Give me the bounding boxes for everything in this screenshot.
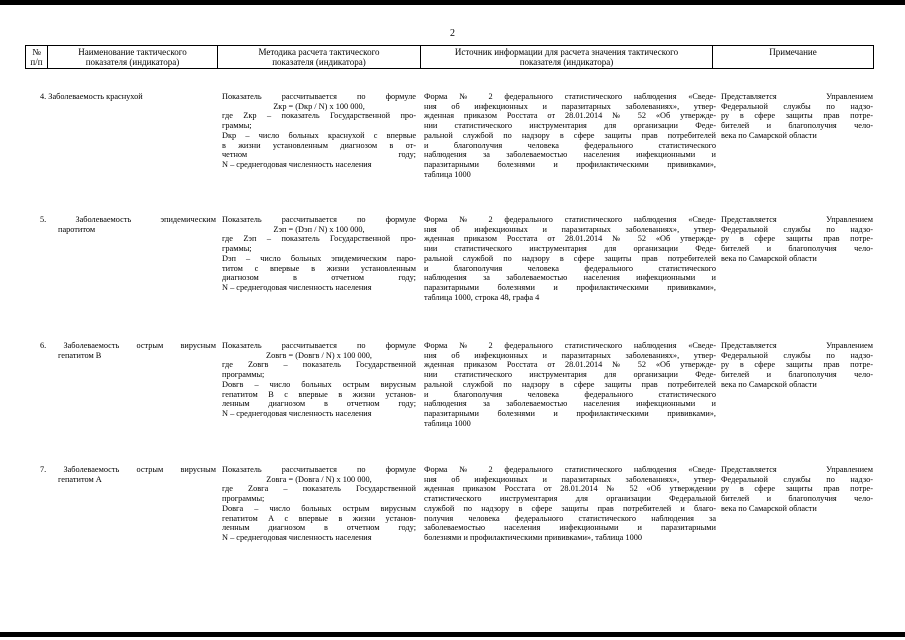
calculation-method-line: диагнозом в отчетном году;	[222, 273, 416, 283]
calculation-method-line: N – среднегодовая численность населения	[222, 159, 372, 169]
calculation-method-line: Zкр = (Dкр / N) x 100 000,	[273, 101, 365, 111]
remark-line: ру в сфере защиты прав потре-	[721, 484, 873, 494]
calculation-method-line: программы;	[222, 494, 265, 504]
information-source-line: Форма № 2 федерального статистического наблюдения «Сведе-	[424, 341, 716, 350]
remark-line: века по Самарской области	[721, 379, 817, 389]
calculation-method-line: ленным диагнозом в отчетном году;	[222, 399, 416, 409]
calculation-method-line: гепатитом А с впервые в жизни установ-	[222, 513, 416, 523]
information-source-line: Форма № 2 федерального статистического наблюдения «Сведе-	[424, 215, 716, 224]
information-source-line: и благополучия человека федерального статистического	[424, 263, 716, 273]
remark-line: века по Самарской области	[721, 503, 817, 513]
information-source-line: ния об инфекционных и паразитарных заболеваниях», утвер-	[424, 350, 716, 360]
information-source-cell	[424, 341, 716, 428]
information-source-line: таблица 1000, строка 48, графа 4	[424, 292, 540, 302]
calculation-method-line: где Zовгв – показатель Государственной	[222, 360, 416, 370]
indicator-name-line: 5. Заболеваемость эпидемическим	[40, 215, 216, 224]
calculation-method-line: N – среднегодовая численность населения	[222, 282, 372, 292]
remark-cell	[721, 341, 873, 390]
remark-line: Федеральной службы по надзо-	[721, 350, 873, 360]
indicator-name-cell	[40, 341, 216, 360]
indicator-name-line: 4. Заболеваемость краснухой	[40, 92, 143, 101]
calculation-method-line: Dовгв – число больных острым вирусным	[222, 379, 416, 389]
information-source-line: жденная приказом Росстата от 28.01.2014 № 52 «Об утвержде-	[424, 360, 716, 370]
information-source-line: Форма № 2 федерального статистического наблюдения «Сведе-	[424, 92, 716, 101]
information-source-line: паразитарными болезнями и профилактическими прививками»,	[424, 159, 716, 169]
information-source-line: жденная приказом Росстата от 28.01.2014 № 52 «Об утверждении	[424, 484, 716, 494]
information-source-line: заболеваемостью населения инфекционными и паразитарными	[424, 523, 716, 533]
information-source-cell	[424, 465, 716, 543]
calculation-method-line: Показатель рассчитывается по формуле	[222, 215, 416, 224]
information-source-line: нии статистического инструментария для организации Феде-	[424, 121, 716, 131]
remark-line: Представляется Управлением	[721, 215, 873, 224]
calculation-method-line: четном году;	[222, 150, 416, 160]
calculation-method-line: в жизни установленным диагнозом в от-	[222, 140, 416, 150]
remark-line: бителей и благополучия чело-	[721, 370, 873, 380]
calculation-method-line: Показатель рассчитывается по формуле	[222, 92, 416, 101]
information-source-line: нии статистического инструментария для организации Феде-	[424, 370, 716, 380]
calculation-method-line: Zовга = (Dовга / N) x 100 000,	[266, 474, 372, 484]
page-number: 2	[450, 28, 455, 39]
information-source-line: наблюдения за заболеваемостью населения инфекционными и	[424, 150, 716, 160]
information-source-line: паразитарными болезнями и профилактическими прививками»,	[424, 282, 716, 292]
indicator-name-cell	[40, 92, 216, 102]
calculation-method-line: гепатитом В с впервые в жизни установ-	[222, 389, 416, 399]
calculation-method-cell	[222, 92, 416, 170]
information-source-line: службой по надзору в сфере защиты прав потребителей и благо-	[424, 503, 716, 513]
calculation-method-line: граммы;	[222, 121, 252, 131]
information-source-line: и благополучия человека федерального статистического	[424, 389, 716, 399]
information-source-line: получия человека федерального статистического наблюдения за	[424, 513, 716, 523]
indicator-name-line: 6. Заболеваемость острым вирусным	[40, 341, 216, 350]
remark-line: Представляется Управлением	[721, 465, 873, 474]
calculation-method-line: где Zэп – показатель Государственной про-	[222, 234, 416, 244]
remark-line: века по Самарской области	[721, 130, 817, 140]
remark-cell	[721, 465, 873, 514]
calculation-method-cell	[222, 215, 416, 293]
calculation-method-line: N – среднегодовая численность населения	[222, 408, 372, 418]
indicator-name-line: 7. Заболеваемость острым вирусным	[40, 465, 216, 474]
information-source-line: таблица 1000	[424, 418, 471, 428]
calculation-method-line: Показатель рассчитывается по формуле	[222, 465, 416, 474]
indicator-name-line: гепатитом В	[58, 350, 102, 360]
indicator-name-cell	[40, 465, 216, 484]
information-source-line: таблица 1000	[424, 169, 471, 179]
calculation-method-cell	[222, 341, 416, 419]
remark-line: Представляется Управлением	[721, 341, 873, 350]
header-source: Источник информации для расчета значения тактического показателя (индикатора)	[421, 46, 713, 69]
remark-line: ру в сфере защиты прав потре-	[721, 234, 873, 244]
information-source-line: ния об инфекционных и паразитарных заболеваниях», утвер-	[424, 474, 716, 484]
calculation-method-cell	[222, 465, 416, 543]
information-source-line: ральной службой по надзору в сфере защиты прав потребителей	[424, 379, 716, 389]
calculation-method-line: Dэп – число больных эпидемическим паро-	[222, 253, 416, 263]
information-source-line: болезнями и профилактическими прививками», таблица 1000	[424, 532, 643, 542]
information-source-line: Форма № 2 федерального статистического наблюдения «Сведе-	[424, 465, 716, 474]
information-source-line: ния об инфекционных и паразитарных заболеваниях», утвер-	[424, 101, 716, 111]
remark-line: Федеральной службы по надзо-	[721, 474, 873, 484]
remark-cell	[721, 215, 873, 264]
information-source-line: ния об инфекционных и паразитарных заболеваниях», утвер-	[424, 224, 716, 234]
information-source-line: жденная приказом Росстата от 28.01.2014 № 52 «Об утвержде-	[424, 234, 716, 244]
remark-line: века по Самарской области	[721, 253, 817, 263]
remark-line: бителей и благополучия чело-	[721, 244, 873, 254]
header-name: Наименование тактического показателя (индикатора)	[48, 46, 218, 69]
calculation-method-line: титом с впервые в жизни установленным	[222, 263, 416, 273]
indicator-name-line: паротитом	[58, 224, 96, 234]
remark-line: бителей и благополучия чело-	[721, 121, 873, 131]
remark-line: ру в сфере защиты прав потре-	[721, 360, 873, 370]
bottom-rule	[0, 632, 905, 637]
header-note: Примечание	[713, 46, 874, 69]
calculation-method-line: Zовгв = (Dовгв / N) x 100 000,	[266, 350, 372, 360]
information-source-line: наблюдения за заболеваемостью населения инфекционными и	[424, 273, 716, 283]
information-source-line: жденная приказом Росстата от 28.01.2014 № 52 «Об утвержде-	[424, 111, 716, 121]
information-source-cell	[424, 215, 716, 302]
indicator-name-line: гепатитом А	[58, 474, 102, 484]
information-source-cell	[424, 92, 716, 179]
information-source-line: ральной службой по надзору в сфере защиты прав потребителей	[424, 130, 716, 140]
calculation-method-line: граммы;	[222, 244, 252, 254]
calculation-method-line: Показатель рассчитывается по формуле	[222, 341, 416, 350]
information-source-line: ральной службой по надзору в сфере защиты прав потребителей	[424, 253, 716, 263]
calculation-method-line: где Zкр – показатель Государственной про-	[222, 111, 416, 121]
information-source-line: нии статистического инструментария для организации Феде-	[424, 244, 716, 254]
remark-line: Федеральной службы по надзо-	[721, 224, 873, 234]
header-method: Методика расчета тактического показателя (индикатора)	[218, 46, 421, 69]
information-source-line: паразитарными болезнями и профилактическими прививками»,	[424, 408, 716, 418]
calculation-method-line: где Zовга – показатель Государственной	[222, 484, 416, 494]
information-source-line: и благополучия человека федерального статистического	[424, 140, 716, 150]
calculation-method-line: N – среднегодовая численность населения	[222, 532, 372, 542]
calculation-method-line: Zэп = (Dэп / N) x 100 000,	[273, 224, 365, 234]
header-number: № п/п	[26, 46, 48, 69]
calculation-method-line: ленным диагнозом в отчетном году;	[222, 523, 416, 533]
calculation-method-line: Dкр – число больных краснухой с впервые	[222, 130, 416, 140]
calculation-method-line: Dовга – число больных острым вирусным	[222, 503, 416, 513]
information-source-line: наблюдения за заболеваемостью населения инфекционными и	[424, 399, 716, 409]
indicator-name-cell	[40, 215, 216, 234]
remark-line: бителей и благополучия чело-	[721, 494, 873, 504]
remark-line: Представляется Управлением	[721, 92, 873, 101]
remark-cell	[721, 92, 873, 141]
calculation-method-line: программы;	[222, 370, 265, 380]
remark-line: ру в сфере защиты прав потре-	[721, 111, 873, 121]
information-source-line: статистического инструментария для организации Федеральной	[424, 494, 716, 504]
remark-line: Федеральной службы по надзо-	[721, 101, 873, 111]
